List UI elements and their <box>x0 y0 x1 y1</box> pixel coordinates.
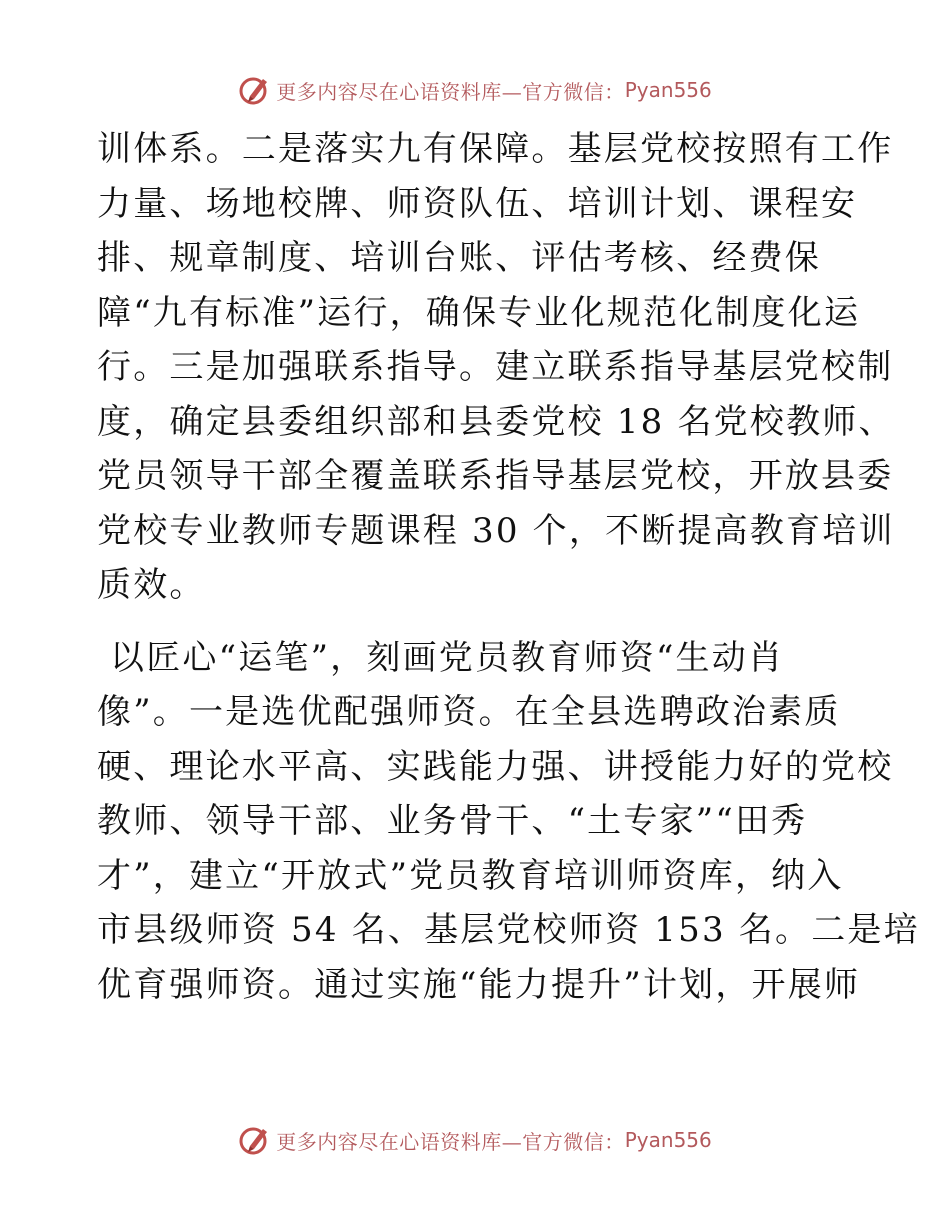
pen-logo-icon <box>238 73 272 107</box>
pen-logo-icon <box>238 1123 272 1157</box>
text-line: 行。三是加强联系指导。建立联系指导基层党校制 <box>97 347 894 387</box>
footer-watermark-banner <box>0 1120 950 1160</box>
text-line: 才”，建立“开放式”党员教育培训师资库，纳入 <box>97 855 844 896</box>
text-line: 排、规章制度、培训台账、评估考核、经费保 <box>97 238 821 278</box>
footer-banner-text: 更多内容尽在心语资料库—官方微信： <box>276 1129 625 1154</box>
text-line: 度，确定县委组织部和县委党校 18 名党校教师、 <box>97 401 895 442</box>
text-line: 力量、场地校牌、师资队伍、培训计划、课程安 <box>97 183 858 224</box>
text-line: 党校专业教师专题课程 30 个，不断提高教育培训 <box>97 510 895 551</box>
footer-banner-wechat-id: Pyan556 <box>624 1128 712 1152</box>
paragraph-1 <box>97 122 895 613</box>
paragraph-2 <box>97 631 920 1013</box>
text-line: 质效。 <box>97 565 206 605</box>
text-line: 市县级师资 54 名、基层党校师资 153 名。二是培 <box>97 910 920 950</box>
text-line: 像”。一是选优配强师资。在全县选聘政治素质 <box>97 692 841 732</box>
header-banner-text: 更多内容尽在心语资料库—官方微信： <box>276 79 625 104</box>
text-line: 障“九有标准”运行，确保专业化规范化制度化运 <box>97 292 861 333</box>
paragraph-gap <box>97 613 857 631</box>
header-watermark-banner <box>0 70 950 110</box>
text-line: 党员领导干部全覆盖联系指导基层党校，开放县委 <box>97 456 894 496</box>
document-body <box>97 122 920 1012</box>
text-line: 以匠心“运笔”，刻画党员教育师资“生动肖 <box>97 637 785 678</box>
text-line: 优育强师资。通过实施“能力提升”计划，开展师 <box>97 964 861 1005</box>
text-line: 训体系。二是落实九有保障。基层党校按照有工作 <box>97 129 894 169</box>
text-line: 教师、领导干部、业务骨干、“土专家”“田秀 <box>97 801 808 841</box>
header-banner-wechat-id: Pyan556 <box>624 78 712 102</box>
text-line: 硬、理论水平高、实践能力强、讲授能力好的党校 <box>97 746 894 787</box>
